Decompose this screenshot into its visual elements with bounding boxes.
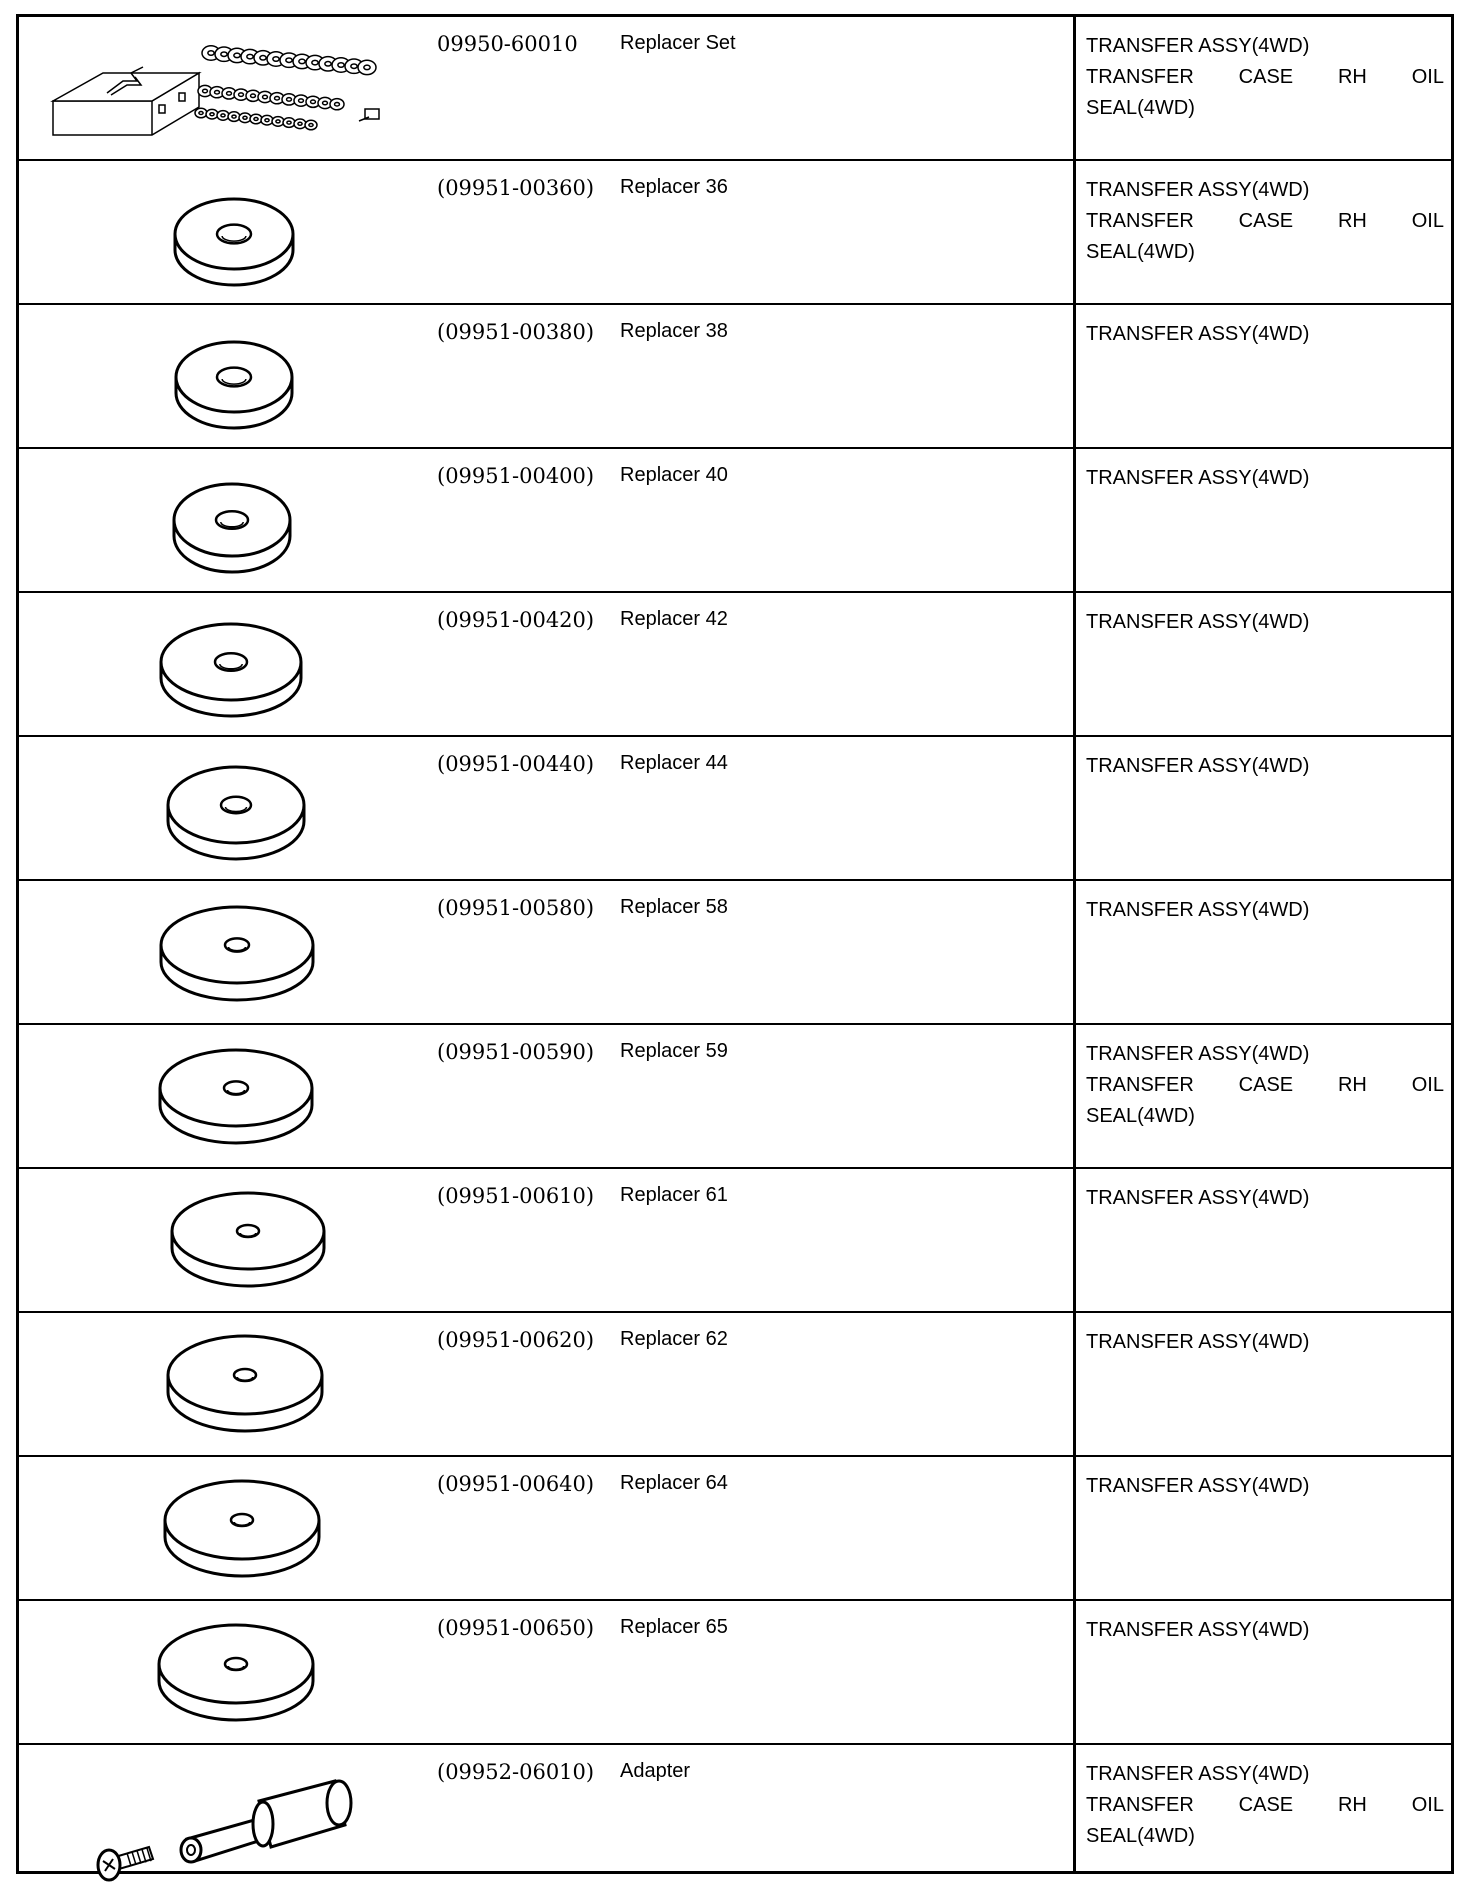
table-row (19, 449, 1451, 593)
usage-line: TRANSFER ASSY(4WD) (1086, 1331, 1310, 1353)
usage-word: RH (1337, 210, 1367, 232)
part-number: 09950-60010 (437, 32, 578, 56)
replacer-disc-illustration (19, 593, 439, 733)
usage-line: TRANSFER ASSY(4WD) (1086, 323, 1310, 345)
usage-word: TRANSFER (1086, 210, 1194, 232)
usage-word: CASE (1238, 1074, 1294, 1096)
part-number: (09951-00640) (437, 1472, 595, 1496)
table-row (19, 1025, 1451, 1169)
usage-cell (1086, 1615, 1444, 1646)
usage-line: TRANSFER ASSY(4WD) (1086, 611, 1310, 633)
part-number: (09952-06010) (437, 1760, 595, 1784)
tool-name: Replacer 36 (620, 176, 728, 198)
usage-cell (1086, 175, 1444, 268)
usage-cell (1086, 895, 1444, 926)
usage-line: SEAL(4WD) (1086, 97, 1195, 119)
usage-cell (1086, 1327, 1444, 1358)
replacer-disc-illustration (19, 881, 439, 1021)
replacer-disc-illustration (19, 305, 439, 445)
usage-cell (1086, 1039, 1444, 1132)
part-number: (09951-00440) (437, 752, 595, 776)
table-row (19, 881, 1451, 1025)
usage-word: OIL (1411, 66, 1444, 88)
replacer-disc-illustration (19, 1313, 439, 1453)
table-row (19, 1313, 1451, 1457)
part-number: (09951-00420) (437, 608, 595, 632)
tool-name: Adapter (620, 1760, 691, 1782)
usage-line: SEAL(4WD) (1086, 1105, 1195, 1127)
usage-word: CASE (1238, 1794, 1294, 1816)
part-number: (09951-00360) (437, 176, 595, 200)
replacer-disc-illustration (19, 1601, 439, 1741)
replacer-disc-illustration (19, 1457, 439, 1597)
usage-word: CASE (1238, 66, 1294, 88)
usage-line: TRANSFER ASSY(4WD) (1086, 1763, 1310, 1785)
table-row (19, 1745, 1451, 1889)
usage-line: TRANSFER ASSY(4WD) (1086, 1619, 1310, 1641)
usage-line: TRANSFER ASSY(4WD) (1086, 35, 1310, 57)
part-number: (09951-00580) (437, 896, 595, 920)
usage-cell (1086, 607, 1444, 638)
usage-line: TRANSFER ASSY(4WD) (1086, 1475, 1310, 1497)
replacer-disc-illustration (19, 737, 439, 877)
replacer-set-case-illustration (19, 17, 439, 157)
table-row (19, 1169, 1451, 1313)
table-row (19, 17, 1451, 161)
usage-word: CASE (1238, 210, 1294, 232)
adapter-bolt-illustration (19, 1745, 439, 1885)
tool-name: Replacer 40 (620, 464, 728, 486)
usage-cell (1086, 751, 1444, 782)
tool-table (16, 14, 1454, 1874)
part-number: (09951-00590) (437, 1040, 595, 1064)
usage-cell (1086, 1759, 1444, 1852)
usage-line (1086, 1790, 1444, 1821)
part-number: (09951-00380) (437, 320, 595, 344)
table-row (19, 161, 1451, 305)
usage-word: TRANSFER (1086, 66, 1194, 88)
table-row (19, 737, 1451, 881)
usage-cell (1086, 31, 1444, 124)
tool-name: Replacer 65 (620, 1616, 728, 1638)
tool-name: Replacer Set (620, 32, 736, 54)
usage-line: TRANSFER ASSY(4WD) (1086, 467, 1310, 489)
replacer-disc-illustration (19, 449, 439, 589)
usage-line: TRANSFER ASSY(4WD) (1086, 1043, 1310, 1065)
usage-line: SEAL(4WD) (1086, 241, 1195, 263)
usage-line: TRANSFER ASSY(4WD) (1086, 179, 1310, 201)
usage-word: RH (1337, 66, 1367, 88)
table-row (19, 1457, 1451, 1601)
part-number: (09951-00400) (437, 464, 595, 488)
table-row (19, 1601, 1451, 1745)
usage-cell (1086, 1183, 1444, 1214)
part-number: (09951-00610) (437, 1184, 595, 1208)
replacer-disc-illustration (19, 1025, 439, 1165)
tool-name: Replacer 42 (620, 608, 728, 630)
tool-name: Replacer 44 (620, 752, 728, 774)
usage-cell (1086, 319, 1444, 350)
usage-cell (1086, 463, 1444, 494)
usage-word: RH (1337, 1794, 1367, 1816)
usage-line: TRANSFER ASSY(4WD) (1086, 755, 1310, 777)
tool-name: Replacer 59 (620, 1040, 728, 1062)
table-row (19, 305, 1451, 449)
tool-name: Replacer 64 (620, 1472, 728, 1494)
replacer-disc-illustration (19, 161, 439, 301)
usage-word: OIL (1411, 210, 1444, 232)
usage-word: TRANSFER (1086, 1074, 1194, 1096)
table-row (19, 593, 1451, 737)
tool-name: Replacer 38 (620, 320, 728, 342)
tool-name: Replacer 62 (620, 1328, 728, 1350)
tool-name: Replacer 58 (620, 896, 728, 918)
replacer-disc-illustration (19, 1169, 439, 1309)
usage-line (1086, 62, 1444, 93)
usage-word: OIL (1411, 1794, 1444, 1816)
usage-cell (1086, 1471, 1444, 1502)
usage-line: TRANSFER ASSY(4WD) (1086, 1187, 1310, 1209)
part-number: (09951-00620) (437, 1328, 595, 1352)
usage-word: OIL (1411, 1074, 1444, 1096)
usage-line: TRANSFER ASSY(4WD) (1086, 899, 1310, 921)
usage-line (1086, 1070, 1444, 1101)
part-number: (09951-00650) (437, 1616, 595, 1640)
usage-line: SEAL(4WD) (1086, 1825, 1195, 1847)
usage-word: RH (1337, 1074, 1367, 1096)
usage-line (1086, 206, 1444, 237)
tool-name: Replacer 61 (620, 1184, 728, 1206)
usage-word: TRANSFER (1086, 1794, 1194, 1816)
